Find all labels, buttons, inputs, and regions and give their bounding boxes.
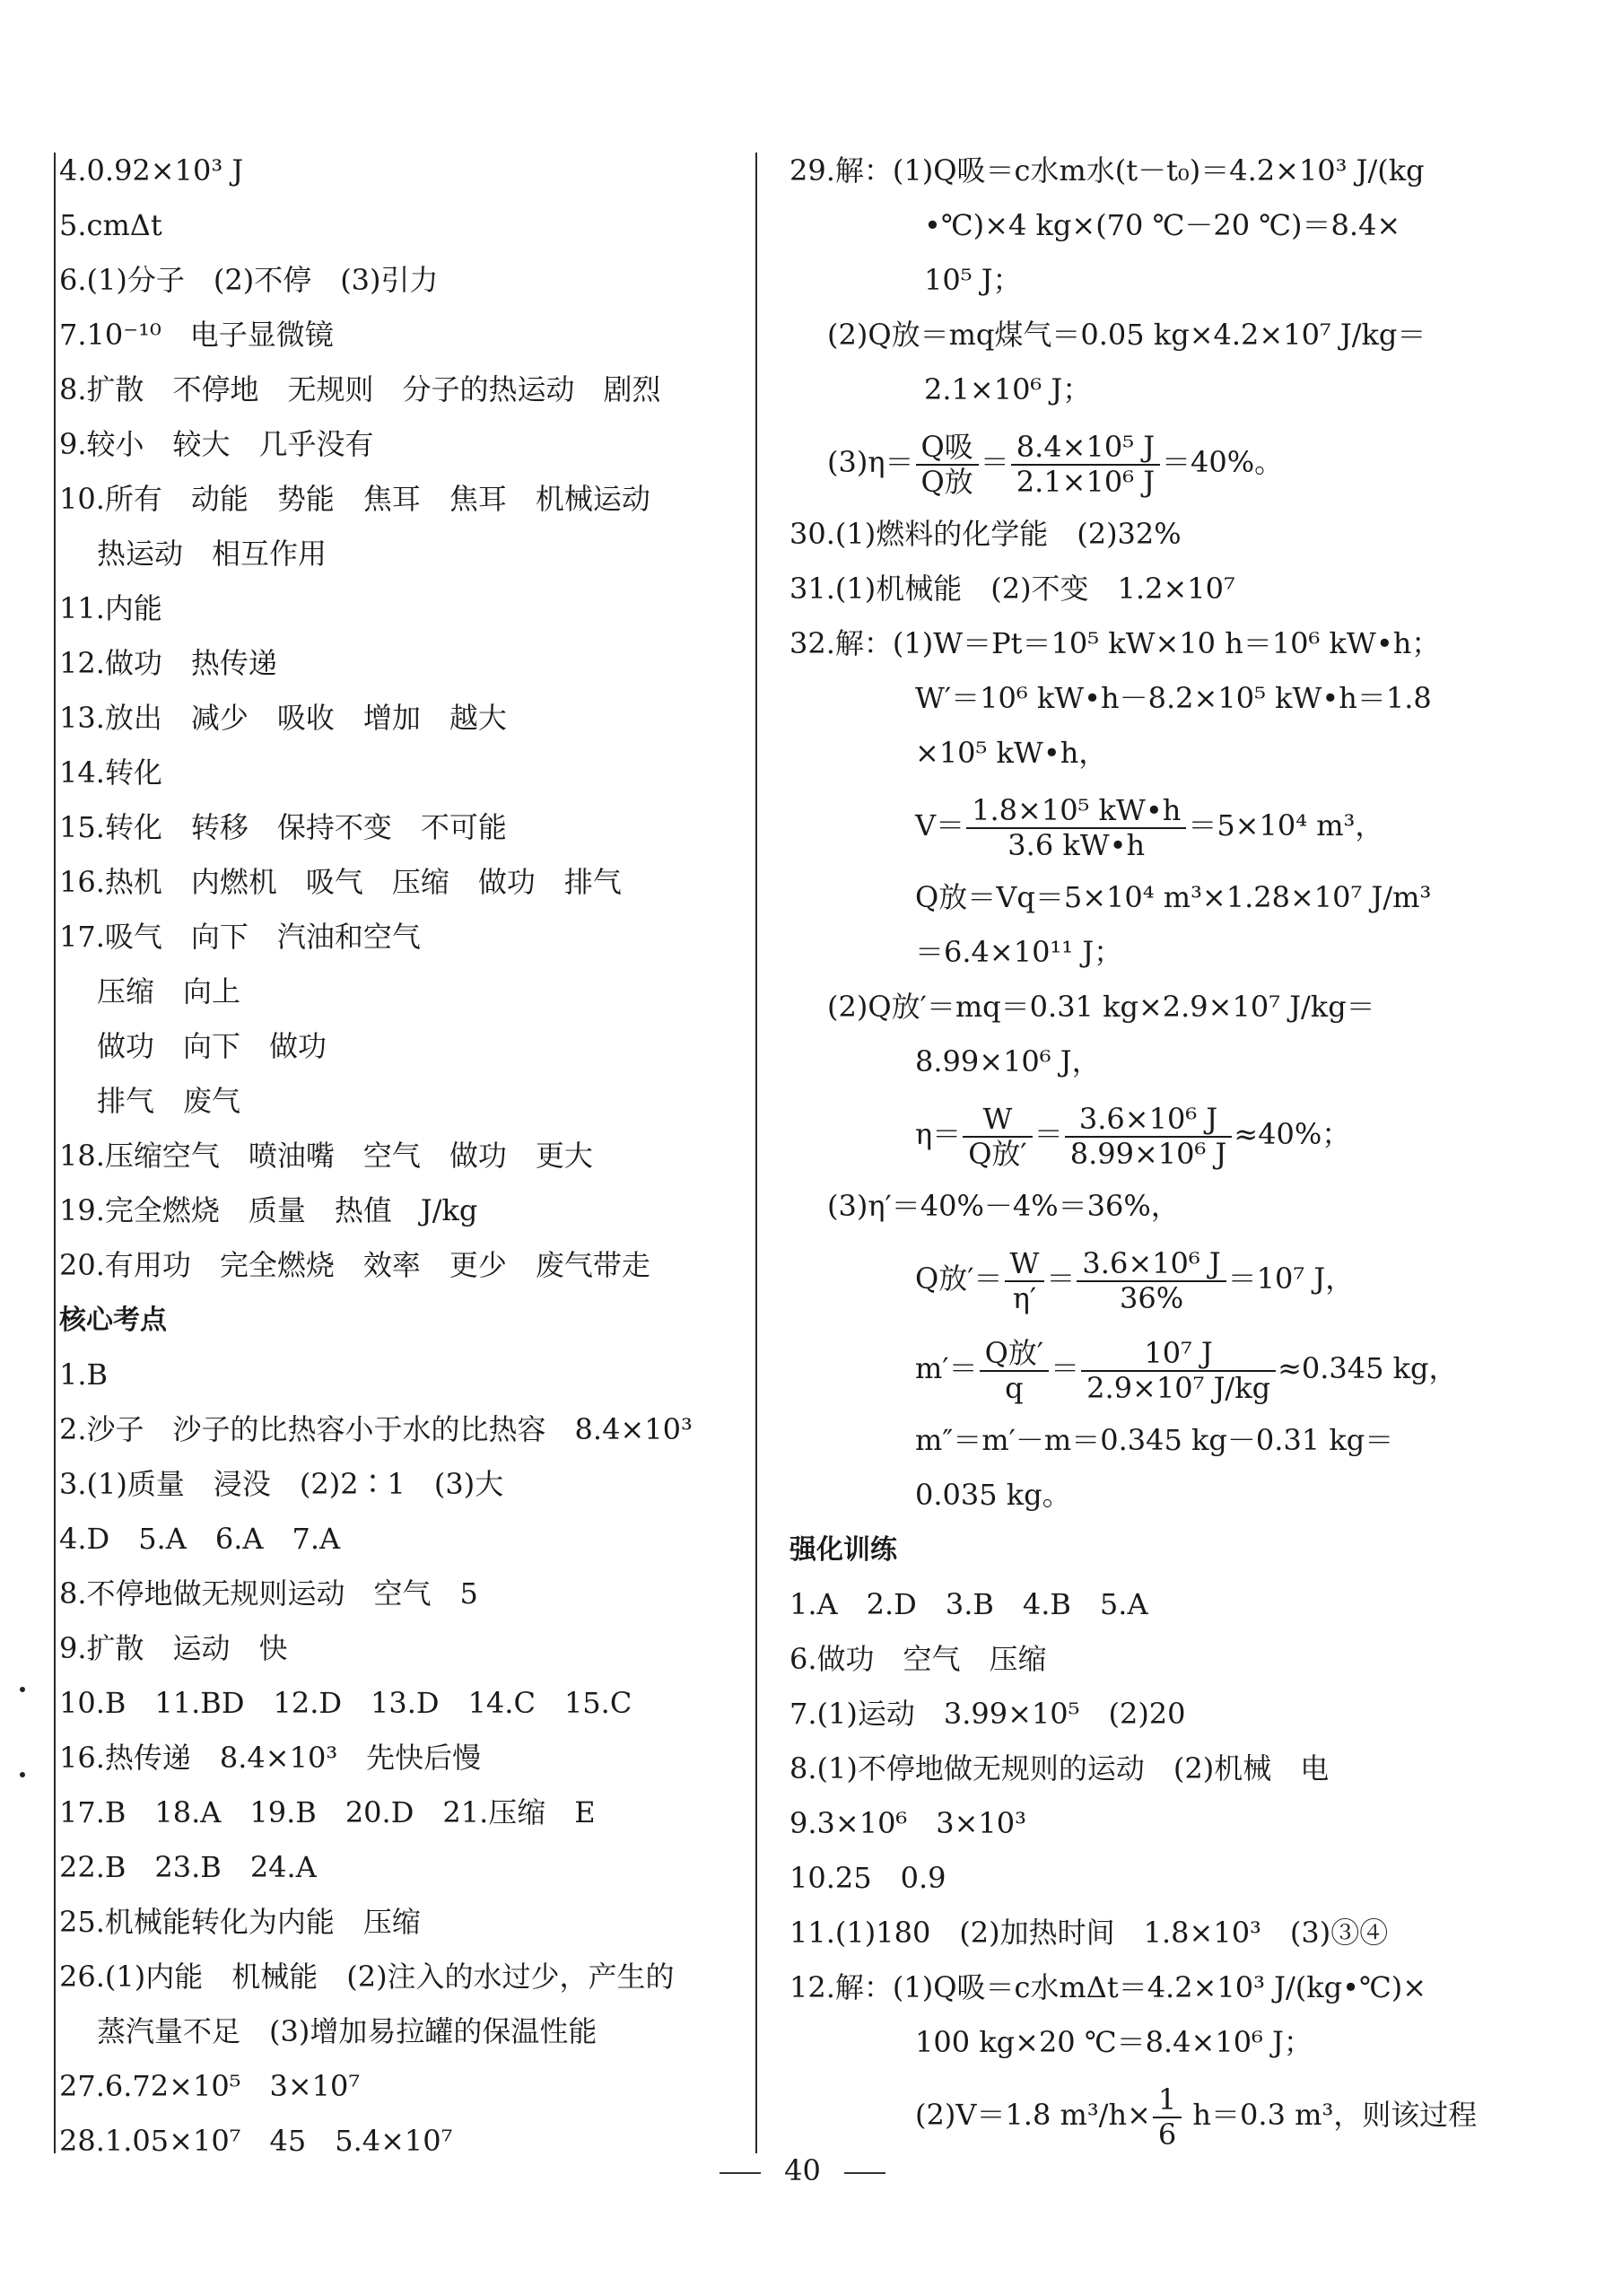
scan-mark (20, 1772, 25, 1777)
fraction (1005, 1247, 1045, 1315)
answer-line: 做功 向下 做功 (97, 1029, 327, 1063)
answer-line: 7.10⁻¹⁰ 电子显微镜 (59, 318, 334, 352)
fraction (1011, 431, 1160, 499)
fraction-numerator: 8.4×10⁵ J (1011, 431, 1160, 466)
fraction-numerator: W (1005, 1247, 1045, 1282)
answer-line: 10.25 0.9 (789, 1861, 946, 1895)
fraction-denominator: q (1005, 1370, 1024, 1405)
formula-text: ＝40%。 (1162, 445, 1284, 479)
formula-line (789, 781, 1477, 870)
formula-line (789, 417, 1477, 507)
answer-line: 9.扩散 运动 快 (59, 1631, 288, 1665)
answer-line: 6.(1)分子 (2)不停 (3)引力 (59, 263, 439, 297)
right-column (789, 144, 1477, 2160)
fraction (966, 794, 1186, 862)
formula-text: ≈0.345 kg， (1278, 1351, 1458, 1385)
answer-line: 10.所有 动能 势能 焦耳 焦耳 机械运动 (59, 482, 650, 516)
formula-text: ＝ (1046, 1261, 1076, 1296)
answer-line: 15.转化 转移 保持不变 不可能 (59, 810, 507, 844)
page-number: 40 (784, 2153, 821, 2187)
answer-line: 8.扩散 不停地 无规则 分子的热运动 剧烈 (59, 372, 661, 406)
answer-line: 28.1.05×10⁷ 45 5.4×10⁷ (59, 2124, 453, 2158)
answer-line: (2)Q放＝mq煤气＝0.05 kg×4.2×10⁷ J/kg＝ (827, 318, 1426, 352)
formula-text: m′＝ (915, 1351, 978, 1385)
formula-line (789, 1089, 1477, 1179)
answer-line: ＝6.4×10¹¹ J； (915, 935, 1123, 969)
fraction (1077, 1247, 1226, 1315)
footer-dash (720, 2172, 761, 2174)
formula-text: ＝ (1034, 1117, 1063, 1151)
answer-line: 12.做功 热传递 (59, 646, 277, 680)
answer-line: 2.1×10⁶ J； (924, 372, 1092, 406)
answer-line: W′＝10⁶ kW•h－8.2×10⁵ kW•h＝1.8 (915, 681, 1432, 715)
formula-text: ≈40%； (1234, 1117, 1351, 1151)
fraction-numerator: Q吸 (916, 431, 979, 466)
answer-line: 3.(1)质量 浸没 (2)2∶1 (3)大 (59, 1467, 504, 1501)
formula-line (789, 1323, 1477, 1413)
answer-line: 8.(1)不停地做无规则的运动 (2)机械 电 (789, 1751, 1330, 1785)
answer-line: 20.有用功 完全燃烧 效率 更少 废气带走 (59, 1248, 650, 1282)
formula-text: h＝0.3 m³，则该过程 (1183, 2098, 1478, 2132)
footer-dash (844, 2172, 885, 2174)
formula-text: (3)η＝ (827, 445, 914, 479)
answer-line: 22.B 23.B 24.A (59, 1850, 317, 1884)
page-number-footer (0, 2153, 1605, 2187)
left-margin-line (54, 153, 56, 2153)
answer-line: 1.A 2.D 3.B 4.B 5.A (789, 1587, 1148, 1621)
fraction-numerator: 3.6×10⁶ J (1077, 1247, 1226, 1282)
formula-text: (2)V＝1.8 m³/h× (915, 2098, 1151, 2132)
answer-line: 0.035 kg。 (915, 1478, 1071, 1512)
answer-line: ×10⁵ kW•h， (915, 736, 1108, 770)
fraction (916, 431, 979, 499)
answer-line: 25.机械能转化为内能 压缩 (59, 1905, 421, 1939)
formula-line (789, 2070, 1477, 2160)
fraction-denominator: Q放′ (968, 1136, 1027, 1171)
fraction-denominator: Q放 (920, 464, 973, 499)
fraction-denominator: 36% (1119, 1280, 1184, 1315)
answer-line: 18.压缩空气 喷油嘴 空气 做功 更大 (59, 1139, 593, 1173)
answer-line: 10.B 11.BD 12.D 13.D 14.C 15.C (59, 1686, 632, 1720)
answer-line: 27.6.72×10⁵ 3×10⁷ (59, 2069, 361, 2103)
answer-line: 17.B 18.A 19.B 20.D 21.压缩 E (59, 1795, 596, 1829)
answer-line: 30.(1)燃料的化学能 (2)32% (789, 517, 1182, 551)
section-heading-reinforcement: 强化训练 (789, 1534, 897, 1566)
answer-line: •℃)×4 kg×(70 ℃－20 ℃)＝8.4× (924, 208, 1401, 242)
fraction (1081, 1337, 1276, 1405)
fraction (980, 1337, 1050, 1405)
answer-line: 10⁵ J； (924, 263, 1022, 297)
formula-text: ＝ (980, 445, 1009, 479)
fraction (1153, 2083, 1182, 2152)
scan-mark (20, 1687, 25, 1692)
answer-line: Q放＝Vq＝5×10⁴ m³×1.28×10⁷ J/m³ (915, 880, 1432, 914)
answer-line: 排气 废气 (97, 1084, 241, 1118)
answer-line: 17.吸气 向下 汽油和空气 (59, 920, 421, 954)
answer-line: 8.99×10⁶ J， (915, 1044, 1101, 1078)
answer-line: 8.不停地做无规则运动 空气 5 (59, 1576, 478, 1611)
answer-line: 2.沙子 沙子的比热容小于水的比热容 8.4×10³ (59, 1412, 693, 1446)
fraction-numerator: 10⁷ J (1081, 1337, 1276, 1372)
formula-text: ＝5×10⁴ m³， (1188, 808, 1384, 842)
fraction-denominator: 8.99×10⁶ J (1069, 1136, 1227, 1171)
answer-line: 11.内能 (59, 591, 162, 625)
answer-line: 29.解：(1)Q吸＝c水m水(t－t₀)＝4.2×10³ J/(kg (789, 153, 1425, 188)
answer-line: (2)Q放′＝mq＝0.31 kg×2.9×10⁷ J/kg＝ (827, 990, 1375, 1024)
answer-line: 100 kg×20 ℃＝8.4×10⁶ J； (915, 2025, 1313, 2059)
fraction-denominator: 2.1×10⁶ J (1016, 464, 1156, 499)
center-divider-line (755, 153, 757, 2153)
fraction-numerator: 1 (1153, 2083, 1182, 2118)
fraction-numerator: Q放′ (980, 1337, 1050, 1372)
formula-text: ＝ (1051, 1351, 1080, 1385)
fraction (1065, 1103, 1233, 1171)
answer-line: 6.做功 空气 压缩 (789, 1642, 1047, 1676)
answer-line: 4.D 5.A 6.A 7.A (59, 1522, 341, 1556)
formula-text: Q放′＝ (915, 1261, 1003, 1296)
answer-line: 蒸汽量不足 (3)增加易拉罐的保温性能 (97, 2014, 598, 2048)
answer-line: 5.cmΔt (59, 208, 162, 242)
answer-line: 14.转化 (59, 755, 162, 790)
fraction-denominator: 3.6 kW•h (1007, 827, 1146, 862)
answer-line: 11.(1)180 (2)加热时间 1.8×10³ (3)③④ (789, 1916, 1389, 1950)
answer-line: 压缩 向上 (97, 974, 241, 1008)
answer-line: 1.B (59, 1358, 109, 1392)
fraction-denominator: 6 (1157, 2117, 1177, 2152)
formula-line (789, 1234, 1477, 1323)
fraction-denominator: 2.9×10⁷ J/kg (1086, 1370, 1271, 1405)
answer-line: 13.放出 减少 吸收 增加 越大 (59, 701, 507, 735)
section-heading-core-points: 核心考点 (59, 1305, 167, 1336)
answer-line: 19.完全燃烧 质量 热值 J/kg (59, 1193, 478, 1227)
answer-line: 9.3×10⁶ 3×10³ (789, 1806, 1026, 1840)
fraction (963, 1103, 1033, 1171)
answer-line: 16.热机 内燃机 吸气 压缩 做功 排气 (59, 865, 622, 899)
answer-line: 7.(1)运动 3.99×10⁵ (2)20 (789, 1697, 1186, 1731)
answer-line: 9.较小 较大 几乎没有 (59, 427, 374, 461)
fraction-numerator: 1.8×10⁵ kW•h (966, 794, 1186, 829)
answer-line: 12.解：(1)Q吸＝c水mΔt＝4.2×10³ J/(kg•℃)× (789, 1970, 1427, 2004)
fraction-numerator: 3.6×10⁶ J (1065, 1103, 1233, 1138)
formula-text: η＝ (915, 1117, 962, 1151)
formula-text: V＝ (915, 808, 965, 842)
answer-line: (3)η′＝40%－4%＝36%， (827, 1189, 1180, 1223)
formula-text: ＝10⁷ J， (1227, 1261, 1355, 1296)
answer-line: 热运动 相互作用 (97, 537, 327, 571)
fraction-denominator: η′ (1012, 1280, 1037, 1315)
answer-line: 4.0.92×10³ J (59, 153, 244, 188)
answer-line: 16.热传递 8.4×10³ 先快后慢 (59, 1741, 482, 1775)
answer-line: 26.(1)内能 机械能 (2)注入的水过少，产生的 (59, 1960, 675, 1994)
answer-line: 32.解：(1)W＝Pt＝10⁵ kW×10 h＝10⁶ kW•h； (789, 626, 1441, 660)
answer-line: 31.(1)机械能 (2)不变 1.2×10⁷ (789, 572, 1235, 606)
left-column (59, 144, 693, 2169)
fraction-numerator: W (963, 1103, 1033, 1138)
answer-line: m″＝m′－m＝0.345 kg－0.31 kg＝ (915, 1423, 1394, 1457)
